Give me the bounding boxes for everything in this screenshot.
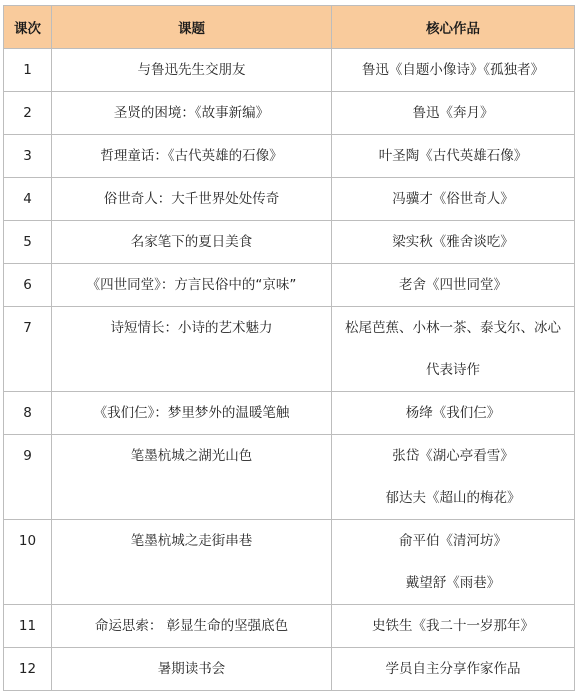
lesson-topic: 圣贤的困境：《故事新编》 xyxy=(52,92,332,135)
lesson-number: 2 xyxy=(4,92,52,135)
lesson-topic: 暑期读书会 xyxy=(52,648,332,691)
lesson-number: 9 xyxy=(4,435,52,520)
table-row xyxy=(4,264,575,307)
lesson-topic: 名家笔下的夏日美食 xyxy=(52,221,332,264)
table-body xyxy=(4,49,575,691)
table-header xyxy=(4,6,575,49)
header-lesson: 课次 xyxy=(4,6,52,49)
core-work-line: 郁达夫《超山的梅花》 xyxy=(385,490,521,506)
table-row xyxy=(4,135,575,178)
lesson-number: 12 xyxy=(4,648,52,691)
core-work-line: 老舍《四世同堂》 xyxy=(399,277,507,293)
core-work-line: 梁实秋《雅舍谈吃》 xyxy=(392,234,514,250)
table-row xyxy=(4,92,575,135)
lesson-topic: 命运思索： 彰显生命的坚强底色 xyxy=(52,605,332,648)
core-works xyxy=(332,392,575,435)
core-works xyxy=(332,264,575,307)
lesson-topic: 俗世奇人：大千世界处处传奇 xyxy=(52,178,332,221)
core-work-line: 鲁迅《奔月》 xyxy=(412,105,494,121)
core-work-line: 松尾芭蕉、小林一茶、泰戈尔、冰心 xyxy=(345,320,561,336)
lesson-topic: 与鲁迅先生交朋友 xyxy=(52,49,332,92)
core-work-line: 代表诗作 xyxy=(426,362,480,378)
core-work-line: 张岱《湖心亭看雪》 xyxy=(392,448,514,464)
lesson-topic: 《我们仨》：梦里梦外的温暖笔触 xyxy=(52,392,332,435)
table-row xyxy=(4,221,575,264)
table-row xyxy=(4,605,575,648)
core-works xyxy=(332,307,575,392)
core-works xyxy=(332,221,575,264)
core-work-line: 鲁迅《自题小像诗》《孤独者》 xyxy=(361,62,545,78)
curriculum-table xyxy=(3,5,575,691)
header-row xyxy=(4,6,575,49)
lesson-topic: 诗短情长：小诗的艺术魅力 xyxy=(52,307,332,392)
table-row xyxy=(4,307,575,392)
lesson-number: 8 xyxy=(4,392,52,435)
core-works xyxy=(332,135,575,178)
core-works xyxy=(332,648,575,691)
core-work-line: 叶圣陶《古代英雄石像》 xyxy=(378,148,528,164)
core-work-line: 冯骥才《俗世奇人》 xyxy=(392,191,514,207)
core-works xyxy=(332,92,575,135)
lesson-number: 3 xyxy=(4,135,52,178)
core-work-line: 史铁生《我二十一岁那年》 xyxy=(372,618,534,634)
core-work-line: 杨绛《我们仨》 xyxy=(405,405,501,421)
lesson-number: 7 xyxy=(4,307,52,392)
core-work-line: 学员自主分享作家作品 xyxy=(385,661,521,677)
lesson-number: 5 xyxy=(4,221,52,264)
lesson-topic: 笔墨杭城之走街串巷 xyxy=(52,520,332,605)
core-works xyxy=(332,520,575,605)
lesson-topic: 《四世同堂》：方言民俗中的“京味” xyxy=(52,264,332,307)
lesson-number: 11 xyxy=(4,605,52,648)
lesson-number: 1 xyxy=(4,49,52,92)
header-topic: 课题 xyxy=(52,6,332,49)
table-row xyxy=(4,178,575,221)
core-work-line: 戴望舒《雨巷》 xyxy=(405,575,501,591)
lesson-number: 10 xyxy=(4,520,52,605)
table-row xyxy=(4,49,575,92)
lesson-number: 6 xyxy=(4,264,52,307)
core-work-line: 俞平伯《清河坊》 xyxy=(399,533,507,549)
lesson-topic: 哲理童话：《古代英雄的石像》 xyxy=(52,135,332,178)
lesson-number: 4 xyxy=(4,178,52,221)
table-row xyxy=(4,392,575,435)
lesson-topic: 笔墨杭城之湖光山色 xyxy=(52,435,332,520)
table-row xyxy=(4,435,575,520)
header-works: 核心作品 xyxy=(332,6,575,49)
core-works xyxy=(332,435,575,520)
core-works xyxy=(332,49,575,92)
table-row xyxy=(4,520,575,605)
core-works xyxy=(332,605,575,648)
core-works xyxy=(332,178,575,221)
table-row xyxy=(4,648,575,691)
